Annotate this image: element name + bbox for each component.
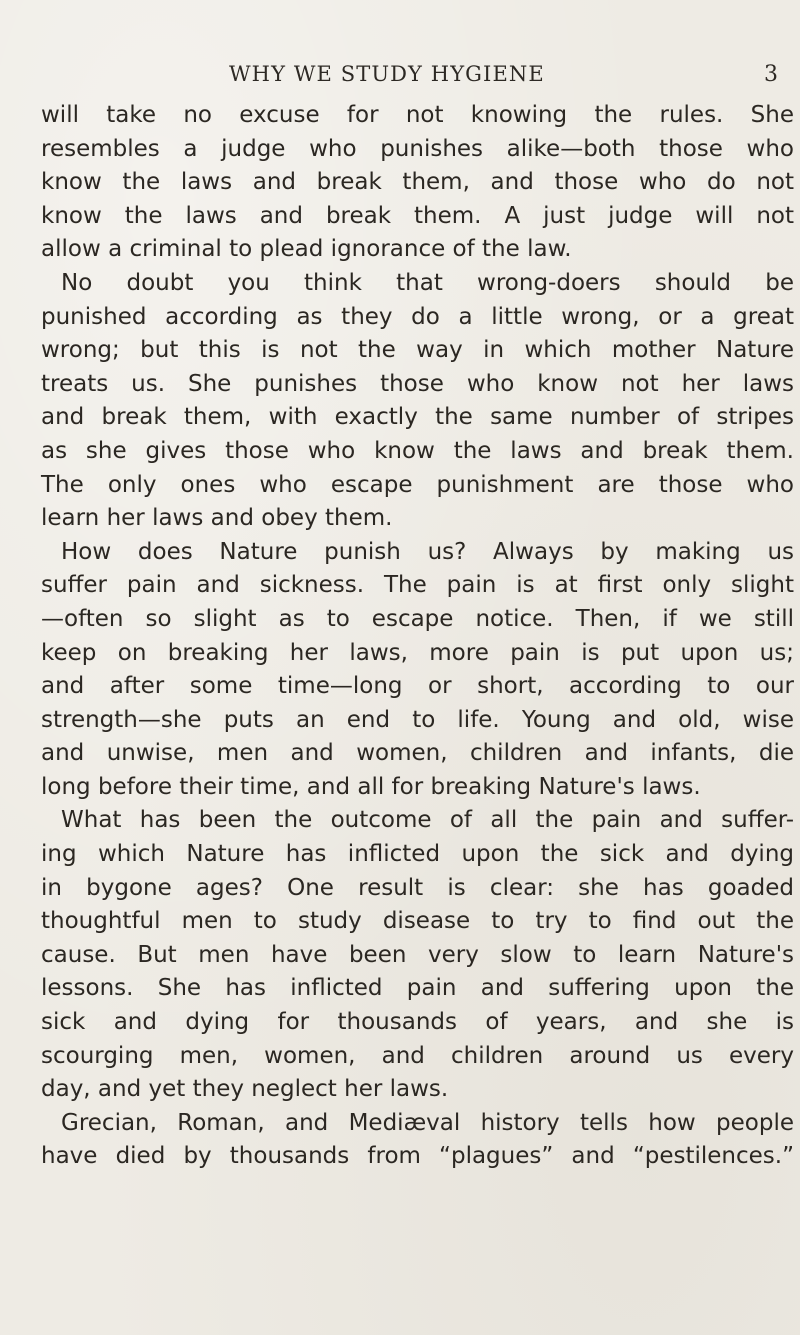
text-line: day, and yet they neglect her laws. [41,1076,449,1103]
text-line: —often so slight as to escape notice. Then, if we still [41,605,794,632]
text-line: punished according as they do a little wrong, or a great [41,303,794,330]
text-line: will take no excuse for not knowing the rules. She [41,102,794,128]
text-line: suffer pain and sickness. The pain is at first only slight [41,572,794,599]
text-line: strength—she puts an end to life. Young and old, wise [41,706,794,733]
text-line: and break them, with exactly the same number of stripes [41,404,794,431]
text-line: scourging men, women, and children around us every [41,1042,794,1069]
text-line: have died by thousands from “plagues” and “pestilences.” [41,1143,794,1170]
text-line: in bygone ages? One result is clear: she has goaded [41,874,794,901]
text-line: treats us. She punishes those who know not her laws [41,370,794,397]
text-line: lessons. She has inflicted pain and suffering upon the [41,975,794,1002]
text-line: How does Nature punish us? Always by making us [61,538,794,565]
text-line: The only ones who escape punishment are those who [41,471,794,498]
page-number: 3 [764,62,778,87]
text-line: thoughtful men to study disease to try to find out the [41,908,794,935]
text-line: and after some time—long or short, according to our [41,673,794,700]
text-line: and unwise, men and women, children and infants, die [41,740,794,767]
text-line: sick and dying for thousands of years, and she is [41,1009,794,1036]
text-line: know the laws and break them, and those who do not [41,169,794,196]
text-line: wrong; but this is not the way in which mother Nature [41,337,794,364]
text-line: know the laws and break them. A just judge will not [41,202,794,229]
body-text [41,99,794,1174]
text-line: ing which Nature has inflicted upon the sick and dying [41,841,794,868]
text-line: resembles a judge who punishes alike—both those who [41,135,794,162]
text-line: No doubt you think that wrong-doers should be [61,269,794,296]
running-title: WHY WE STUDY HYGIENE [229,62,545,86]
text-line: What has been the outcome of all the pain and suffer- [61,807,794,834]
text-line: allow a criminal to plead ignorance of the law. [41,236,572,263]
text-line: learn her laws and obey them. [41,505,393,532]
running-head [0,62,800,92]
text-line: Grecian, Roman, and Mediæval history tells how people [61,1109,794,1136]
text-line: as she gives those who know the laws and break them. [41,437,794,464]
text-line: keep on breaking her laws, more pain is put upon us; [41,639,794,666]
text-line: long before their time, and all for breaking Nature's laws. [41,773,701,800]
text-line: cause. But men have been very slow to learn Nature's [41,941,794,968]
